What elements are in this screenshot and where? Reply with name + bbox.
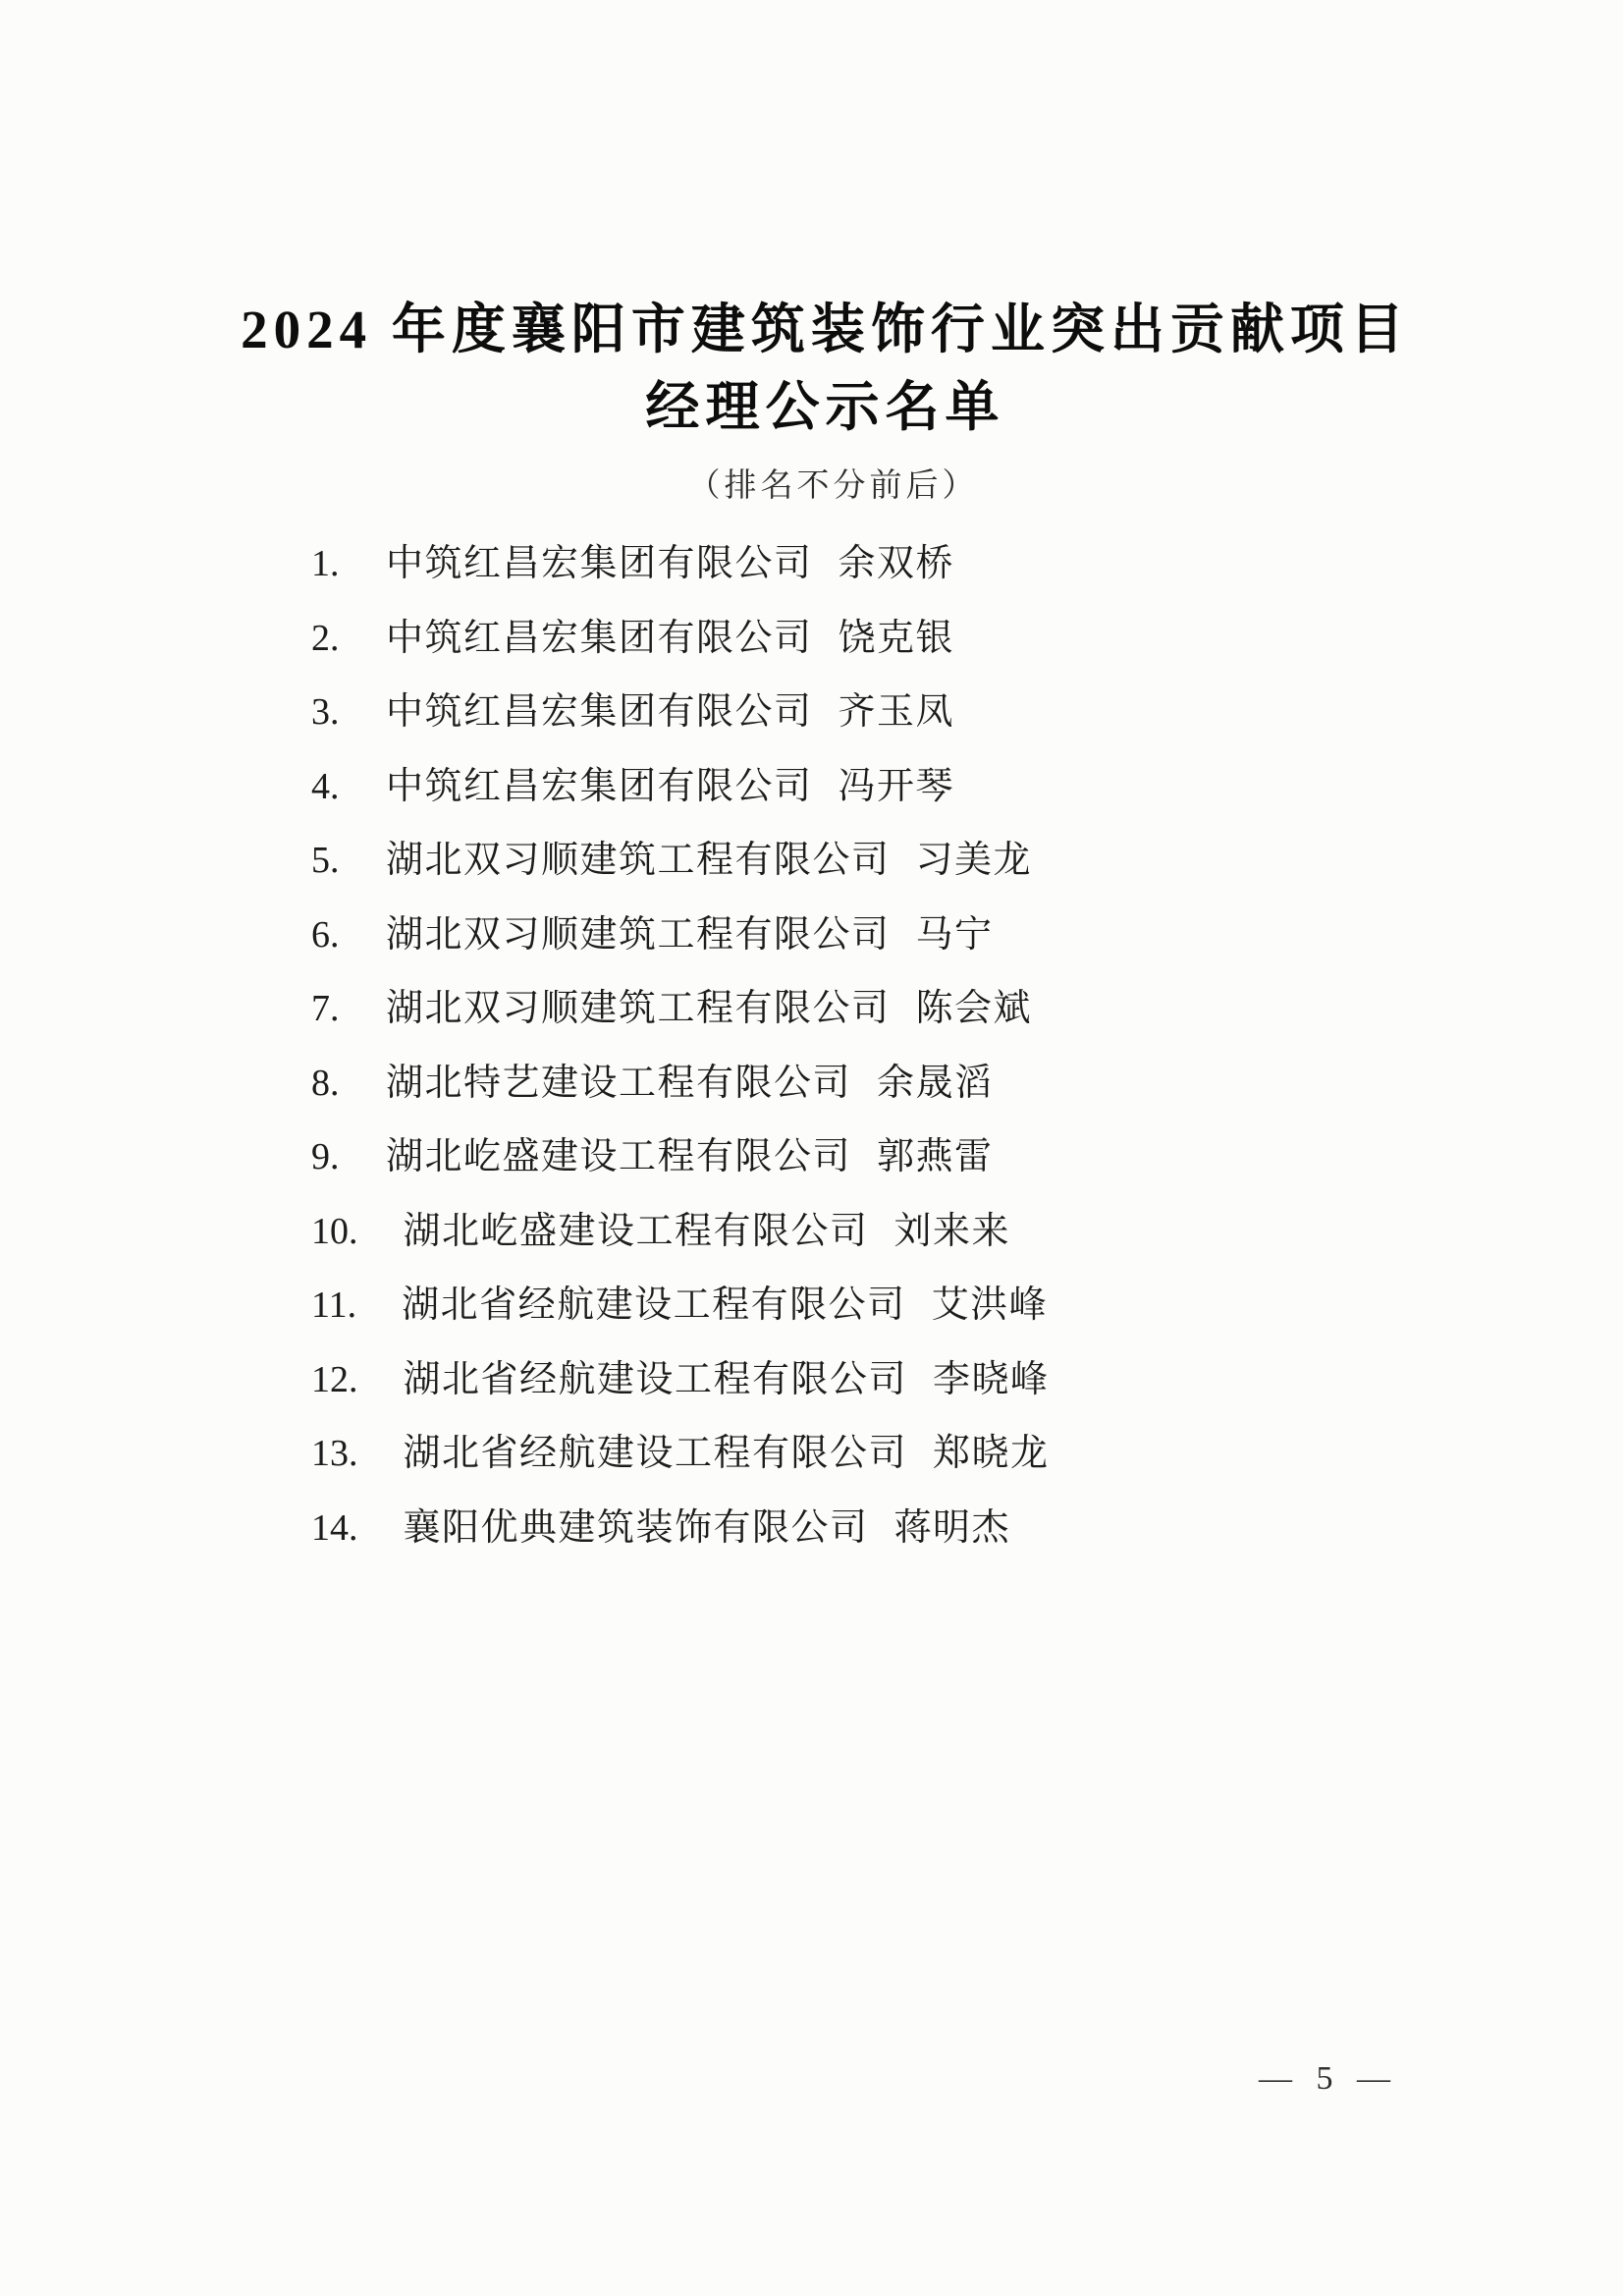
item-number: 14. bbox=[311, 1506, 358, 1549]
manager-name: 郑晓龙 bbox=[933, 1433, 1050, 1474]
item-number: 6. bbox=[311, 913, 340, 956]
list-item bbox=[311, 1195, 1489, 1270]
item-number: 1. bbox=[311, 543, 340, 584]
list-item bbox=[311, 1269, 1489, 1343]
manager-name: 陈会斌 bbox=[915, 988, 1033, 1029]
company-name: 湖北屹盛建设工程有限公司 bbox=[403, 1210, 869, 1252]
company-name: 湖北屹盛建设工程有限公司 bbox=[386, 1136, 852, 1177]
manager-name: 蒋明杰 bbox=[893, 1506, 1011, 1549]
company-name: 湖北省经航建设工程有限公司 bbox=[402, 1285, 906, 1326]
company-name: 中筑红昌宏集团有限公司 bbox=[386, 543, 813, 584]
document-title-line2: 经理公示名单 bbox=[645, 377, 1005, 437]
list-item bbox=[311, 1121, 1489, 1195]
list-item bbox=[311, 899, 1489, 973]
manager-name: 李晓峰 bbox=[933, 1358, 1050, 1400]
manager-name: 冯开琴 bbox=[838, 765, 955, 807]
item-number: 9. bbox=[311, 1136, 340, 1177]
manager-name: 马宁 bbox=[915, 913, 994, 956]
item-number: 8. bbox=[311, 1062, 340, 1104]
list-item bbox=[311, 972, 1489, 1047]
list-item bbox=[311, 750, 1489, 825]
manager-name: 习美龙 bbox=[915, 840, 1033, 881]
manager-name: 刘来来 bbox=[893, 1210, 1011, 1252]
list-item bbox=[311, 824, 1489, 899]
company-name: 湖北特艺建设工程有限公司 bbox=[386, 1062, 852, 1104]
manager-name: 齐玉凤 bbox=[838, 691, 955, 733]
company-name: 襄阳优典建筑装饰有限公司 bbox=[403, 1506, 869, 1549]
item-number: 10. bbox=[311, 1210, 358, 1252]
manager-list bbox=[311, 527, 1489, 1565]
manager-name: 艾洪峰 bbox=[931, 1285, 1049, 1326]
item-number: 5. bbox=[311, 840, 340, 881]
company-name: 中筑红昌宏集团有限公司 bbox=[386, 765, 813, 807]
company-name: 湖北省经航建设工程有限公司 bbox=[403, 1433, 908, 1474]
item-number: 13. bbox=[311, 1433, 358, 1474]
manager-name: 饶克银 bbox=[838, 617, 955, 659]
company-name: 中筑红昌宏集团有限公司 bbox=[386, 617, 813, 659]
manager-name: 郭燕雷 bbox=[877, 1136, 994, 1177]
company-name: 湖北省经航建设工程有限公司 bbox=[403, 1358, 908, 1400]
list-item bbox=[311, 1343, 1489, 1418]
company-name: 湖北双习顺建筑工程有限公司 bbox=[386, 913, 891, 956]
item-number: 11. bbox=[311, 1285, 357, 1326]
item-number: 12. bbox=[311, 1358, 358, 1400]
manager-name: 余晟滔 bbox=[877, 1062, 994, 1104]
list-item bbox=[311, 1417, 1489, 1492]
list-item bbox=[311, 676, 1489, 750]
company-name: 湖北双习顺建筑工程有限公司 bbox=[386, 840, 891, 881]
list-item bbox=[311, 602, 1489, 677]
item-number: 2. bbox=[311, 617, 340, 659]
document-title bbox=[14, 291, 1623, 446]
document-title-line1: 2024 年度襄阳市建筑装饰行业突出贡献项目 bbox=[241, 300, 1410, 359]
item-number: 7. bbox=[311, 988, 340, 1029]
company-name: 中筑红昌宏集团有限公司 bbox=[386, 691, 813, 733]
ranking-note: （排名不分前后） bbox=[687, 468, 979, 504]
manager-name: 余双桥 bbox=[838, 543, 955, 584]
list-item bbox=[311, 1047, 1489, 1121]
item-number: 3. bbox=[311, 691, 340, 733]
list-item bbox=[311, 527, 1489, 602]
company-name: 湖北双习顺建筑工程有限公司 bbox=[386, 988, 891, 1029]
page-number: — 5 — bbox=[1259, 2060, 1398, 2097]
list-item bbox=[311, 1492, 1489, 1566]
item-number: 4. bbox=[311, 765, 340, 807]
